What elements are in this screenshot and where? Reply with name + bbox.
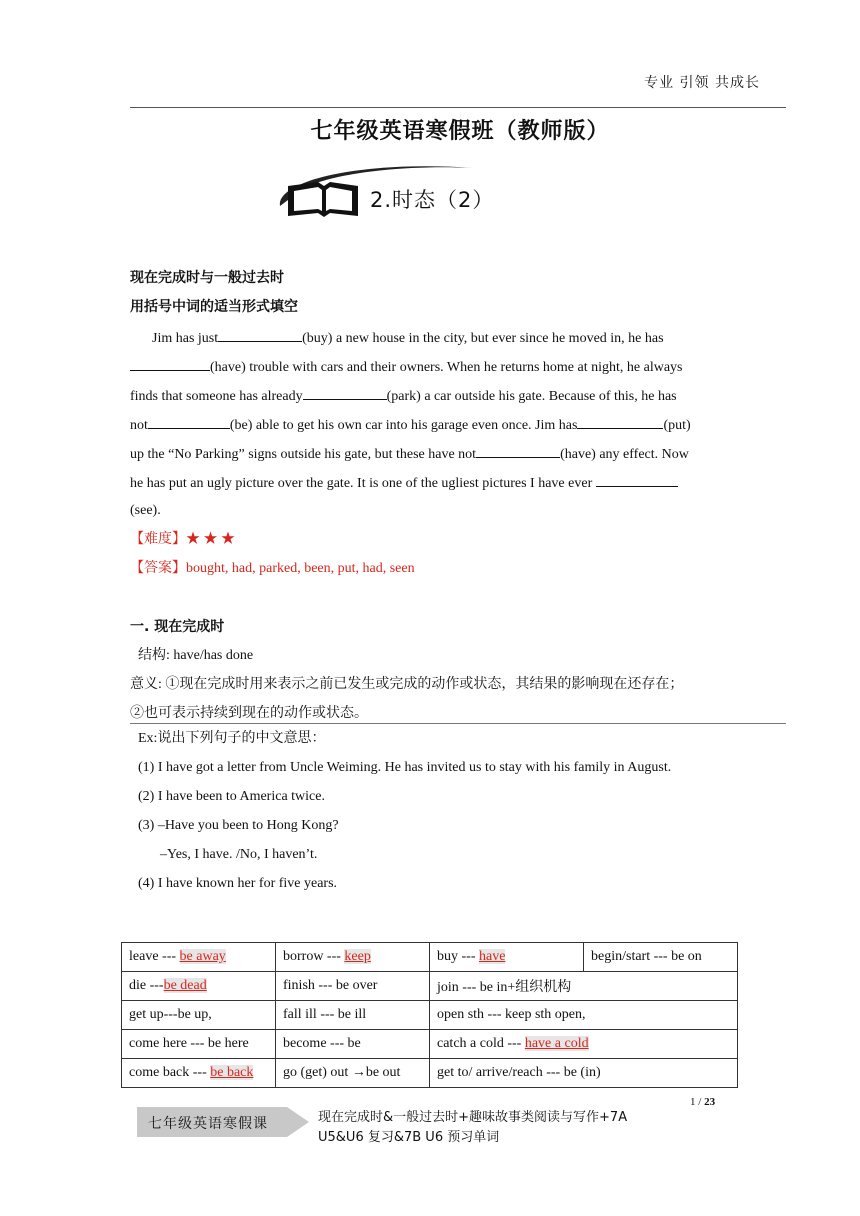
- page-current: 1: [690, 1096, 696, 1108]
- answer-blank-5[interactable]: [577, 414, 663, 429]
- cloze-line-4: [130, 414, 691, 436]
- example-4: (4) I have known her for five years.: [138, 876, 338, 891]
- answer-highlight: have: [479, 949, 506, 964]
- table-cell: get to/ arrive/reach --- be (in): [430, 1059, 738, 1088]
- table-cell: become --- be: [276, 1030, 430, 1059]
- example-3: (3) –Have you been to Hong Kong?: [138, 818, 339, 833]
- answer-blank-2[interactable]: [130, 356, 210, 371]
- example-3-reply: –Yes, I have. /No, I haven’t.: [160, 847, 318, 862]
- cloze-text: up the “No Parking” signs outside his gate, but these have not: [130, 447, 477, 462]
- cloze-text: (put): [663, 418, 691, 433]
- table-cell: fall ill --- be ill: [276, 1001, 430, 1030]
- table-cell: join --- be in+组织机构: [430, 972, 738, 1001]
- answer-highlight: be dead: [163, 978, 207, 993]
- table-row: [122, 1030, 738, 1059]
- table-cell: get up---be up,: [122, 1001, 276, 1030]
- cloze-line-3: [130, 385, 677, 407]
- footer-badge-label: 七年级英语寒假课: [148, 1116, 268, 1132]
- table-cell: come back --- be back: [122, 1059, 276, 1088]
- answer-blank-7[interactable]: [596, 472, 678, 487]
- cloze-line-1: [152, 327, 664, 349]
- footer-line-1: 现在完成时&一般过去时+趣味故事类阅读与写作+7A: [318, 1110, 628, 1125]
- ex-label: Ex:说出下列句子的中文意思：: [138, 731, 326, 746]
- structure-text: 结构: have/has done: [138, 648, 254, 663]
- cloze-text: he has put an ugly picture over the gate. It is one of the ugliest pictures I have ever: [130, 476, 593, 491]
- table-cell: catch a cold --- have a cold: [430, 1030, 738, 1059]
- vocab-table: [121, 942, 738, 1088]
- table-cell: open sth --- keep sth open,: [430, 1001, 738, 1030]
- meaning-text-1: 意义: ①现在完成时用来表示之前已发生或完成的动作或状态，其结果的影响现在还存在；: [130, 677, 684, 692]
- table-cell: go (get) out →be out: [276, 1059, 430, 1088]
- example-1: (1) I have got a letter from Uncle Weiming. He has invited us to stay with his family in August.: [138, 760, 672, 775]
- table-cell: buy --- have: [430, 943, 584, 972]
- cloze-line-5: [130, 443, 689, 465]
- table-row: [122, 1059, 738, 1088]
- section1-title: 现在完成时与一般过去时: [130, 270, 284, 286]
- answer-label: 【答案】: [130, 561, 186, 576]
- answer-highlight: be away: [179, 949, 226, 964]
- cloze-line-2: [130, 356, 682, 378]
- answer-highlight: keep: [344, 949, 371, 964]
- page-separator: /: [695, 1096, 705, 1108]
- cloze-text: (have) trouble with cars and their owners. When he returns home at night, he always: [210, 360, 683, 375]
- cloze-line-7: [130, 501, 161, 521]
- section-rule: [130, 723, 786, 724]
- footer-badge: [137, 1107, 309, 1137]
- answer-blank-3[interactable]: [303, 385, 387, 400]
- section2-title: 一. 现在完成时: [130, 619, 225, 635]
- cloze-text: finds that someone has already: [130, 389, 303, 404]
- answer-blank-1[interactable]: [218, 327, 302, 342]
- cloze-text: (buy) a new house in the city, but ever since he moved in, he has: [302, 331, 664, 346]
- table-cell: begin/start --- be on: [584, 943, 738, 972]
- footer-line-2: U5&U6 复习&7B U6 预习单词: [318, 1130, 500, 1145]
- cloze-text: (be) able to get his own car into his garage even once. Jim has: [229, 418, 578, 433]
- table-cell: die ---be dead: [122, 972, 276, 1001]
- table-cell: finish --- be over: [276, 972, 430, 1001]
- cloze-text: Jim has just: [152, 331, 219, 346]
- meaning-text-2: ②也可表示持续到现在的动作或状态。: [130, 706, 368, 721]
- answer-highlight: be back: [210, 1065, 254, 1080]
- answer-text: bought, had, parked, been, put, had, seen: [186, 561, 415, 576]
- table-cell: come here --- be here: [122, 1030, 276, 1059]
- section1-instruction: 用括号中词的适当形式填空: [130, 299, 298, 315]
- cloze-line-6: [130, 472, 678, 494]
- cloze-text: not: [130, 418, 148, 433]
- table-cell: leave --- be away: [122, 943, 276, 972]
- page-number: [690, 1096, 715, 1108]
- answer-key: [130, 559, 415, 579]
- page-total: 23: [704, 1096, 716, 1108]
- cloze-text: (have) any effect. Now: [560, 447, 689, 462]
- difficulty-rating: 【难度】★ ★ ★: [130, 532, 235, 547]
- table-row: [122, 972, 738, 1001]
- chapter-title: 2.时态（2）: [370, 188, 495, 212]
- header-rule: [130, 107, 786, 108]
- table-row: [122, 1001, 738, 1030]
- header-tagline: 专业 引领 共成长: [644, 75, 760, 91]
- cloze-text: (park) a car outside his gate. Because of this, he has: [386, 389, 677, 404]
- table-cell: borrow --- keep: [276, 943, 430, 972]
- example-2: (2) I have been to America twice.: [138, 789, 325, 804]
- page-title: 七年级英语寒假班（教师版）: [310, 119, 610, 144]
- answer-blank-4[interactable]: [148, 414, 230, 429]
- cloze-text: (see).: [130, 503, 161, 518]
- answer-blank-6[interactable]: [476, 443, 560, 458]
- answer-highlight: have a cold: [524, 1036, 589, 1051]
- table-row: [122, 943, 738, 972]
